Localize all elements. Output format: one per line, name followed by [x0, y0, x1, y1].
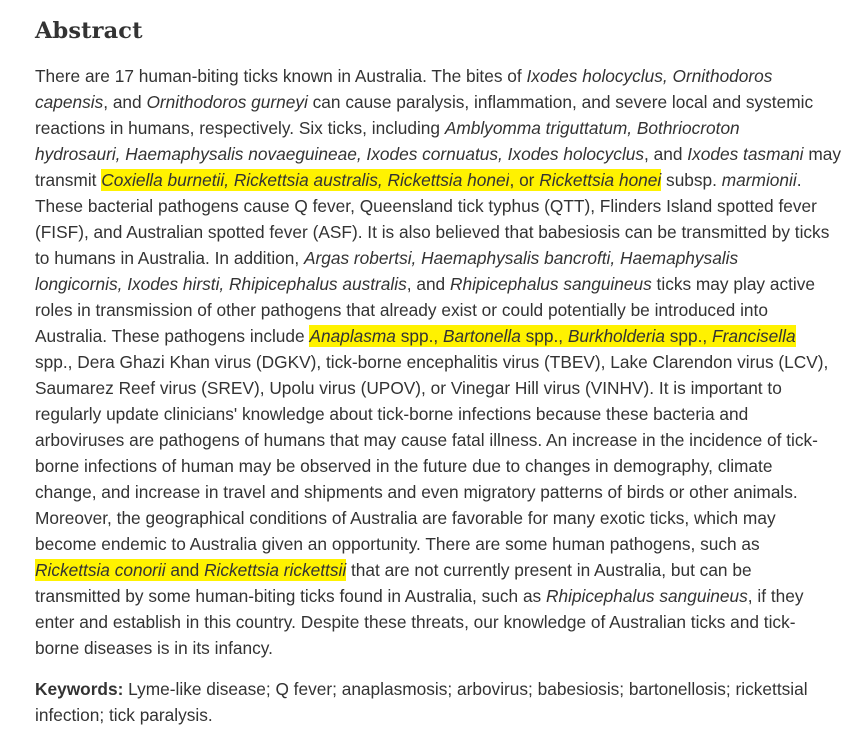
- abstract-line: [35, 245, 835, 271]
- text-segment: become endemic to Australia given an opportunity. There are some human pathogens, such as: [35, 534, 760, 554]
- section-title: Abstract: [35, 18, 143, 44]
- italic-species-name: Rhipicephalus sanguineus: [546, 586, 748, 606]
- highlighted-species-name: Burkholderia: [567, 326, 665, 346]
- keywords-line: infection; tick paralysis.: [35, 705, 213, 725]
- abstract-line: [35, 297, 835, 323]
- abstract-line: [35, 505, 835, 531]
- abstract-line: [35, 63, 835, 89]
- text-segment: arboviruses are pathogens of humans that may cause fatal illness. An increase in the incidence of tick-: [35, 430, 818, 450]
- highlighted-species-name: Anaplasma: [309, 326, 396, 346]
- italic-species-name: hydrosauri, Haemaphysalis novaeguineae, Ixodes cornuatus, Ixodes holocyclus: [35, 144, 645, 164]
- keywords-line: [35, 676, 835, 702]
- highlighted-text: spp.,: [520, 326, 568, 346]
- keywords-section: [35, 676, 835, 728]
- text-segment: reactions in humans, respectively. Six ticks, including: [35, 118, 445, 138]
- abstract-line: [35, 479, 835, 505]
- abstract-line: [35, 349, 835, 375]
- abstract-line: [35, 167, 835, 193]
- abstract-body: [35, 63, 841, 661]
- text-segment: Australia. These pathogens include: [35, 326, 310, 346]
- text-segment: .: [796, 170, 802, 190]
- text-segment: There are 17 human-biting ticks known in Australia. The bites of: [35, 66, 527, 86]
- highlighted-species-name: Coxiella burnetii, Rickettsia australis, Rickettsia honei: [101, 170, 510, 190]
- text-segment: that are not currently present in Australia, but can be: [346, 560, 752, 580]
- italic-species-name: Rhipicephalus sanguineus: [449, 274, 652, 294]
- italic-species-name: marmionii: [721, 170, 797, 190]
- text-segment: Moreover, the geographical conditions of Australia are favorable for many exotic ticks, which may: [35, 508, 776, 528]
- highlighted-species-name: Francisella: [712, 326, 796, 346]
- abstract-line: [35, 531, 835, 557]
- text-segment: borne infections of human may be observed in the future due to changes in demography, climate: [35, 456, 773, 476]
- abstract-line: [35, 453, 835, 479]
- italic-species-name: Argas robertsi, Haemaphysalis bancrofti, Haemaphysalis: [303, 248, 739, 268]
- text-segment: (FISF), and Australian spotted fever (ASF). It is also believed that babesiosis can be transmitted by ticks: [35, 222, 830, 242]
- highlighted-species-name: Rickettsia conorii: [35, 560, 166, 580]
- highlighted-species-name: Bartonella: [443, 326, 521, 346]
- text-segment: to humans in Australia. In addition,: [35, 248, 304, 268]
- text-segment: borne diseases is in its infancy.: [35, 638, 273, 658]
- abstract-line: [35, 609, 835, 635]
- text-segment: roles in transmission of other pathogens that already exist or could potentially be introduced into: [35, 300, 768, 320]
- abstract-line: [35, 401, 835, 427]
- abstract-line: [35, 141, 841, 167]
- italic-species-name: Ixodes holocyclus, Ornithodoros: [526, 66, 773, 86]
- abstract-line: [35, 193, 835, 219]
- text-segment: , and: [103, 92, 147, 112]
- text-segment: can cause paralysis, inflammation, and severe local and systemic: [307, 92, 814, 112]
- highlighted-species-name: Rickettsia honei: [539, 170, 662, 190]
- abstract-line: [35, 557, 835, 583]
- highlighted-text: spp.,: [395, 326, 443, 346]
- text-segment: transmitted by some human-biting ticks found in Australia, such as: [35, 586, 547, 606]
- text-segment: , if they: [747, 586, 804, 606]
- abstract-line: [35, 583, 835, 609]
- italic-species-name: Amblyomma triguttatum, Bothriocroton: [444, 118, 740, 138]
- abstract-line: [35, 115, 835, 141]
- highlighted-text: and: [165, 560, 205, 580]
- abstract-line: [35, 219, 835, 245]
- text-segment: change, and increase in travel and shipments and even migratory patterns of birds or other animals.: [35, 482, 798, 502]
- text-segment: spp., Dera Ghazi Khan virus (DGKV), tick-borne encephalitis virus (TBEV), Lake Clarendon virus (LCV),: [35, 352, 829, 372]
- text-segment: regularly update clinicians' knowledge about tick-borne infections because these bacteria and: [35, 404, 749, 424]
- abstract-line: [35, 635, 835, 661]
- highlighted-species-name: Rickettsia rickettsii: [204, 560, 347, 580]
- text-segment: These bacterial pathogens cause Q fever, Queensland tick typhus (QTT), Flinders Island spotted fever: [35, 196, 817, 216]
- abstract-line: [35, 271, 835, 297]
- italic-species-name: Ornithodoros gurneyi: [146, 92, 308, 112]
- italic-species-name: Ixodes tasmani: [687, 144, 804, 164]
- text-segment: enter and establish in this country. Despite these threats, our knowledge of Australian ticks and tick-: [35, 612, 796, 632]
- abstract-line: [35, 427, 835, 453]
- text-segment: , and: [406, 274, 450, 294]
- text-segment: , and: [644, 144, 688, 164]
- italic-species-name: capensis: [35, 92, 104, 112]
- abstract-line: [35, 89, 835, 115]
- highlighted-text: spp.,: [664, 326, 713, 346]
- highlighted-text: , or: [509, 170, 540, 190]
- text-segment: subsp.: [661, 170, 722, 190]
- text-segment: Saumarez Reef virus (SREV), Upolu virus (UPOV), or Vinegar Hill virus (VINHV). It is important to: [35, 378, 782, 398]
- abstract-line: [35, 375, 835, 401]
- keywords-text: Lyme-like disease; Q fever; anaplasmosis; arbovirus; babesiosis; bartonellosis; rickettsial: [128, 679, 808, 699]
- text-segment: transmit: [35, 170, 102, 190]
- italic-species-name: longicornis, Ixodes hirsti, Rhipicephalus australis: [35, 274, 407, 294]
- keywords-label: Keywords:: [35, 679, 124, 699]
- text-segment: may: [803, 144, 841, 164]
- abstract-line: [35, 323, 835, 349]
- text-segment: ticks may play active: [651, 274, 816, 294]
